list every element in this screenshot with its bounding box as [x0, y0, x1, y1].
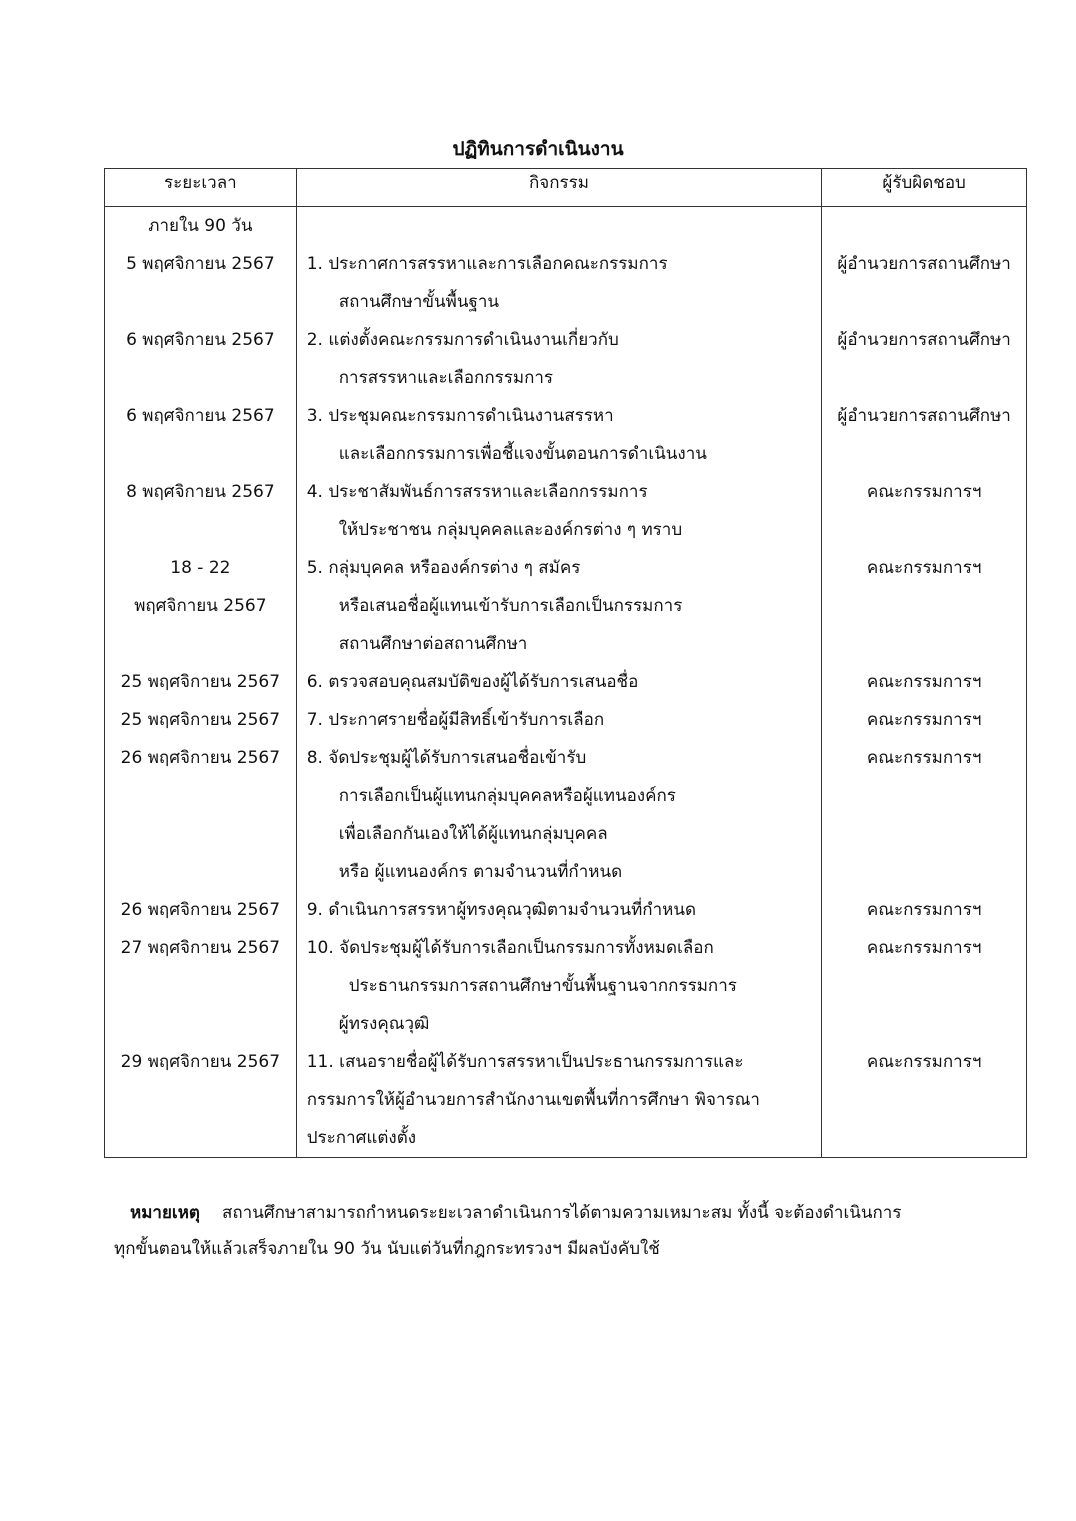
activity-text	[297, 207, 822, 245]
header-activity: กิจกรรม	[296, 169, 822, 207]
activity-text: 5. กลุ่มบุคคล หรือองค์กรต่าง ๆ สมัคร	[306, 558, 581, 578]
table-row	[105, 929, 1027, 1043]
responsible-text: คณะกรรมการฯ	[866, 482, 982, 502]
table-row	[105, 473, 1027, 549]
activity-cell	[296, 739, 822, 891]
table-header-row	[105, 169, 1027, 207]
table-row	[105, 701, 1027, 739]
activity-text: 9. ดำเนินการสรรหาผู้ทรงคุณวุฒิตามจำนวนที่กำหนด	[306, 900, 696, 920]
period-cell	[105, 891, 297, 929]
responsible-text: คณะกรรมการฯ	[866, 558, 982, 578]
activity-text: 2. แต่งตั้งคณะกรรมการดำเนินงานเกี่ยวกับ	[306, 330, 619, 350]
responsible-text	[822, 207, 1026, 245]
activity-text: หรือ ผู้แทนองค์กร ตามจำนวนที่กำหนด	[338, 862, 623, 882]
page-title: ปฏิทินการดำเนินงาน	[452, 138, 624, 160]
activity-cell	[296, 473, 822, 549]
responsible-text: คณะกรรมการฯ	[866, 1052, 982, 1072]
activity-text: 6. ตรวจสอบคุณสมบัติของผู้ได้รับการเสนอชื่อ	[306, 672, 639, 692]
header-period: ระยะเวลา	[105, 169, 297, 207]
responsible-cell	[822, 321, 1027, 397]
header-responsible: ผู้รับผิดชอบ	[822, 169, 1027, 207]
responsible-cell	[822, 1043, 1027, 1158]
period-text: 26 พฤศจิกายน 2567	[120, 900, 281, 920]
period-text: พฤศจิกายน 2567	[134, 596, 267, 616]
responsible-text: ผู้อำนวยการสถานศึกษา	[837, 254, 1011, 274]
responsible-cell	[822, 207, 1027, 322]
activity-text: 3. ประชุมคณะกรรมการดำเนินงานสรรหา	[306, 406, 614, 426]
activity-text: 10. จัดประชุมผู้ได้รับการเลือกเป็นกรรมการทั้งหมดเลือก	[306, 938, 714, 958]
table-row	[105, 1043, 1027, 1158]
table-row	[105, 397, 1027, 473]
activity-cell	[296, 663, 822, 701]
period-cell	[105, 663, 297, 701]
activity-text: หรือเสนอชื่อผู้แทนเข้ารับการเลือกเป็นกรรมการ	[338, 596, 683, 616]
activity-text: 4. ประชาสัมพันธ์การสรรหาและเลือกกรรมการ	[306, 482, 648, 502]
activity-cell	[296, 701, 822, 739]
activity-text: 8. จัดประชุมผู้ได้รับการเสนอชื่อเข้ารับ	[306, 748, 587, 768]
activity-text: การสรรหาและเลือกกรรมการ	[338, 368, 554, 388]
activity-text: ให้ประชาชน กลุ่มบุคคลและองค์กรต่าง ๆ ทราบ	[338, 520, 683, 540]
period-cell	[105, 929, 297, 1043]
activity-text: และเลือกกรรมการเพื่อชี้แจงขั้นตอนการดำเนินงาน	[338, 444, 707, 464]
responsible-text: ผู้อำนวยการสถานศึกษา	[837, 406, 1011, 426]
responsible-cell	[822, 397, 1027, 473]
responsible-text: คณะกรรมการฯ	[866, 900, 982, 920]
period-text: 29 พฤศจิกายน 2567	[120, 1052, 281, 1072]
responsible-text: คณะกรรมการฯ	[866, 938, 982, 958]
activity-cell	[296, 321, 822, 397]
responsible-text: คณะกรรมการฯ	[866, 672, 982, 692]
footnote-label: หมายเหตุ	[130, 1203, 200, 1223]
footnote-line-2: ทุกขั้นตอนให้แล้วเสร็จภายใน 90 วัน นับแต่วันที่กฎกระทรวงฯ มีผลบังคับใช้	[114, 1239, 660, 1259]
responsible-text: คณะกรรมการฯ	[866, 748, 982, 768]
period-text: ภายใน 90 วัน	[148, 216, 253, 236]
activity-cell	[296, 549, 822, 663]
activity-cell	[296, 929, 822, 1043]
period-text: 25 พฤศจิกายน 2567	[120, 672, 281, 692]
activity-text: สถานศึกษาขั้นพื้นฐาน	[338, 292, 500, 312]
activity-text: สถานศึกษาต่อสถานศึกษา	[338, 634, 528, 654]
period-text: 8 พฤศจิกายน 2567	[126, 482, 275, 502]
activity-cell	[296, 207, 822, 322]
responsible-cell	[822, 549, 1027, 663]
responsible-text: ผู้อำนวยการสถานศึกษา	[837, 330, 1011, 350]
activity-cell	[296, 397, 822, 473]
activity-text: เพื่อเลือกกันเองให้ได้ผู้แทนกลุ่มบุคคล	[338, 824, 608, 844]
activity-text: กรรมการให้ผู้อำนวยการสำนักงานเขตพื้นที่การศึกษา พิจารณา	[306, 1090, 760, 1110]
activity-cell	[296, 1043, 822, 1158]
responsible-cell	[822, 929, 1027, 1043]
period-text: 26 พฤศจิกายน 2567	[120, 748, 281, 768]
period-cell	[105, 207, 297, 322]
period-cell	[105, 1043, 297, 1158]
responsible-cell	[822, 701, 1027, 739]
footnote	[114, 1195, 990, 1267]
period-cell	[105, 473, 297, 549]
period-text: 18 - 22	[170, 558, 231, 578]
responsible-cell	[822, 739, 1027, 891]
period-cell	[105, 321, 297, 397]
table-row	[105, 321, 1027, 397]
period-cell	[105, 739, 297, 891]
period-text: 25 พฤศจิกายน 2567	[120, 710, 281, 730]
table-row	[105, 891, 1027, 929]
schedule-table	[104, 168, 1027, 1158]
period-cell	[105, 549, 297, 663]
activity-text: ประธานกรรมการสถานศึกษาขั้นพื้นฐานจากกรรมการ	[348, 976, 737, 996]
period-cell	[105, 397, 297, 473]
activity-text: ผู้ทรงคุณวุฒิ	[338, 1014, 430, 1034]
period-cell	[105, 701, 297, 739]
period-text: 5 พฤศจิกายน 2567	[126, 254, 275, 274]
period-text: 6 พฤศจิกายน 2567	[126, 330, 275, 350]
period-text: 27 พฤศจิกายน 2567	[120, 938, 281, 958]
table-row	[105, 207, 1027, 322]
footnote-line-1	[130, 1195, 990, 1231]
activity-text: การเลือกเป็นผู้แทนกลุ่มบุคคลหรือผู้แทนองค์กร	[338, 786, 676, 806]
activity-text: ประกาศแต่งตั้ง	[306, 1128, 417, 1148]
responsible-text: คณะกรรมการฯ	[866, 710, 982, 730]
responsible-cell	[822, 473, 1027, 549]
table-row	[105, 549, 1027, 663]
table-row	[105, 663, 1027, 701]
activity-text: 11. เสนอรายชื่อผู้ได้รับการสรรหาเป็นประธานกรรมการและ	[306, 1052, 744, 1072]
responsible-cell	[822, 891, 1027, 929]
activity-text: 7. ประกาศรายชื่อผู้มีสิทธิ์เข้ารับการเลือก	[306, 710, 605, 730]
activity-text: 1. ประกาศการสรรหาและการเลือกคณะกรรมการ	[306, 254, 668, 274]
responsible-cell	[822, 663, 1027, 701]
activity-cell	[296, 891, 822, 929]
period-text: 6 พฤศจิกายน 2567	[126, 406, 275, 426]
table-row	[105, 739, 1027, 891]
footnote-text: สถานศึกษาสามารถกำหนดระยะเวลาดำเนินการได้ตามความเหมาะสม ทั้งนี้ จะต้องดำเนินการ	[221, 1203, 902, 1223]
